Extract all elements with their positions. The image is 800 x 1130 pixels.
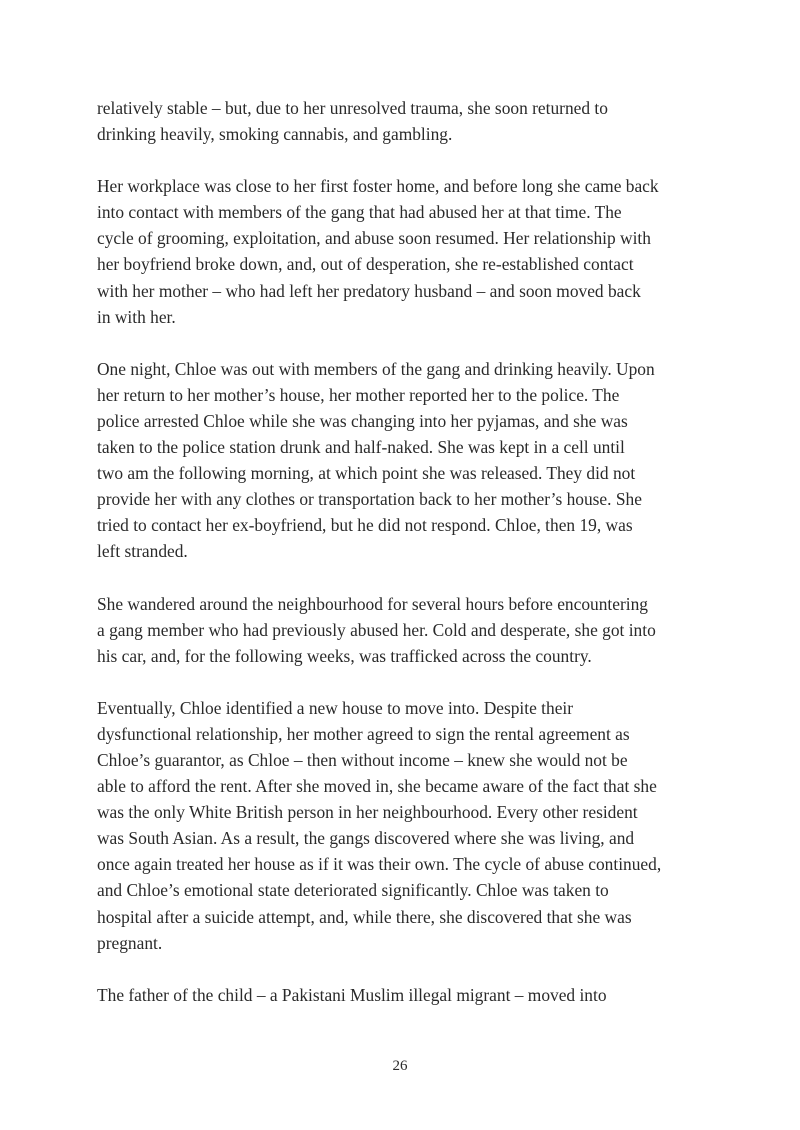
paragraph-5: Eventually, Chloe identified a new house to move into. Despite their dysfunctional relationship, her mother agreed to sign the rental agreement as Chloe’s guarantor, as Chloe – then without income – knew she would not be able to afford the rent. After she moved in, she became aware of the fact that she was the only White British person in her neighbourhood. Every other resident was South Asian. As a result, the gangs discovered where she was living, and once again treated her house as if it was their own. The cycle of abuse continued, and Chloe’s emotional state deteriorated significantly. Chloe was taken to hospital after a suicide attempt, and, while there, she discovered that she was pregnant. (97, 697, 662, 953)
paragraph-2: Her workplace was close to her first foster home, and before long she came back into contact with members of the gang that had abused her at that time. The cycle of grooming, exploitation, and abuse soon resumed. Her relationship with her boyfriend broke down, and, out of desperation, she re-established contact with her mother – who had left her predatory husband – and soon moved back in with her. (97, 176, 659, 327)
paragraph-3: One night, Chloe was out with members of the gang and drinking heavily. Upon her return to her mother’s house, her mother reported her to the police. The police arrested Chloe while she was changing into her pyjamas, and she was taken to the police station drunk and half-naked. She was kept in a cell until two am the following morning, at which point she was released. They did not provide her with any clothes or transportation back to her mother’s house. She tried to contact her ex-boyfriend, but he did not respond. Chloe, then 19, was left stranded. (97, 358, 655, 562)
paragraph-4: She wandered around the neighbourhood for several hours before encountering a gang member who had previously abused her. Cold and desperate, she got into his car, and, for the following weeks, was trafficked across the country. (97, 593, 656, 666)
page-number: 26 (392, 1058, 408, 1074)
paragraph-6: The father of the child – a Pakistani Muslim illegal migrant – moved into (97, 984, 607, 1005)
paragraph-1: relatively stable – but, due to her unresolved trauma, she soon returned to drinking heavily, smoking cannabis, and gambling. (97, 98, 608, 145)
body-text (97, 95, 687, 1034)
